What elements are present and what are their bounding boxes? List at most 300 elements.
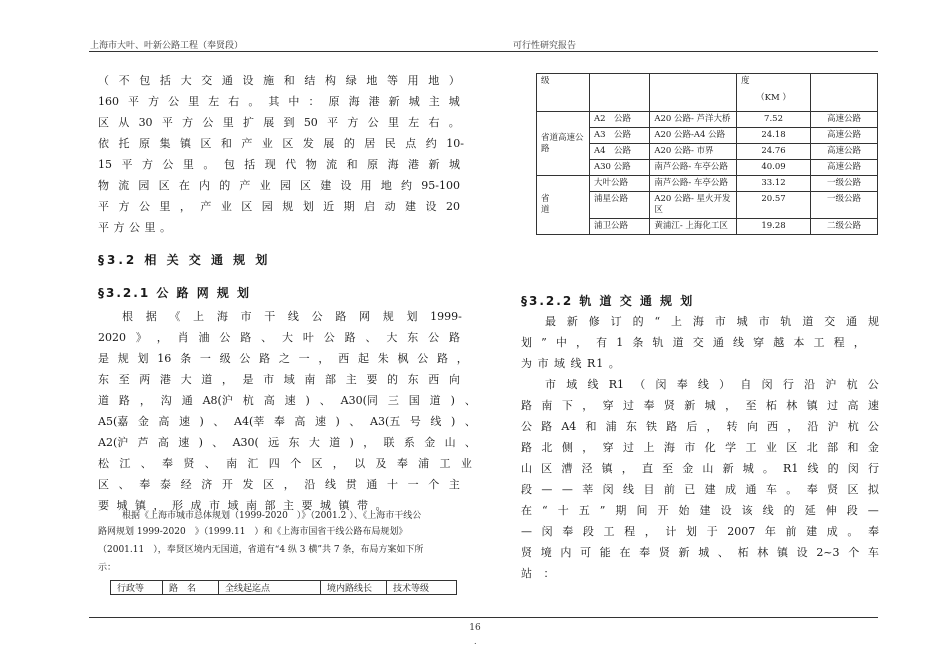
text-token: 地 <box>428 74 440 87</box>
text-token: 约 <box>401 179 413 192</box>
text-token: 划 <box>406 310 418 323</box>
text-token: 贤 <box>658 546 670 559</box>
text-token: ， <box>853 336 865 349</box>
text-token: 居 <box>364 137 376 150</box>
text-token: 修 <box>588 315 600 328</box>
text-token: 速 <box>178 436 190 449</box>
road-table-header <box>110 580 457 595</box>
text-token: 公 <box>323 331 335 344</box>
group-label-line2: 道 <box>541 205 550 215</box>
text-token: 闵 <box>847 462 859 475</box>
text-token: 伸 <box>825 504 837 517</box>
text-token: 公 <box>239 352 251 365</box>
text-token: ， <box>621 462 633 475</box>
text-token: 公 <box>417 352 429 365</box>
text-token: 奉 <box>273 415 285 428</box>
body-line: 站 ： <box>521 567 559 580</box>
text-token: 路 <box>541 420 553 433</box>
text-token: 区 <box>300 179 312 192</box>
table-cell <box>811 74 878 112</box>
table-cell: 浦卫公路 <box>590 219 650 235</box>
text-token: 高 <box>294 415 306 428</box>
text-token: 闵 <box>541 525 553 538</box>
text-token: 方 <box>182 116 194 129</box>
text-token: 规 <box>282 200 294 213</box>
text-token: 至 <box>118 373 130 386</box>
text-token: 市 <box>684 441 696 454</box>
text-token: 穿 <box>602 399 614 412</box>
table-cell: A20 公路-A4 公路 <box>650 128 737 144</box>
text-token: 道 <box>802 315 814 328</box>
section-heading-3-2: §3.2 相 关 交 通 规 划 <box>98 253 271 267</box>
text-token: 新 <box>678 546 690 559</box>
text-token: 括 <box>244 158 256 171</box>
text-token: 速 <box>178 415 190 428</box>
table-cell: 33.12 <box>736 176 810 192</box>
text-token: ) <box>349 436 354 449</box>
text-token: 镇 <box>179 137 191 150</box>
table-cell: 黄浦江- 上海化工区 <box>650 219 737 235</box>
text-token: 地 <box>380 179 392 192</box>
text-token: 高 <box>158 415 170 428</box>
text-token: 莘 <box>582 483 594 496</box>
text-token: 15 <box>98 158 112 171</box>
text-token: 》 <box>135 331 147 344</box>
text-token: 柘 <box>765 399 777 412</box>
intro-line: 平 方 公 里 。 <box>98 221 172 234</box>
text-token: 、 <box>349 415 361 428</box>
text-token: “ <box>654 315 661 328</box>
text-token: ) <box>335 415 340 428</box>
text-token: 奉 <box>162 457 174 470</box>
text-token: 道 <box>429 394 441 407</box>
text-token: 开 <box>221 478 233 491</box>
table-cell: A20 公路- 芦洋大桥 <box>650 112 737 128</box>
table-cell: 南芦公路- 车亭公路 <box>650 176 737 192</box>
text-token: 业 <box>261 137 273 150</box>
text-token: 奉 <box>139 478 151 491</box>
section-heading-3-2-1: §3.2.1 公 路 网 规 划 <box>98 286 252 300</box>
text-token: 方 <box>141 158 153 171</box>
text-token: 路 <box>259 352 271 365</box>
table-cell: 19.28 <box>736 219 810 235</box>
table-cell: 一级公路 <box>811 192 878 219</box>
text-token: 延 <box>804 504 816 517</box>
text-token: 城 <box>736 315 748 328</box>
text-token: 平 <box>128 95 140 108</box>
text-token: 以 <box>354 457 366 470</box>
table-cell <box>736 74 810 112</box>
text-token: 道 <box>98 394 109 407</box>
text-token: 路 <box>666 420 678 433</box>
text-token: 1 <box>616 336 624 349</box>
footer-mark: . <box>474 637 477 646</box>
text-token: 道 <box>672 336 684 349</box>
text-token: 现 <box>264 158 276 171</box>
text-token: 业 <box>765 441 777 454</box>
text-token: R1 <box>608 378 624 391</box>
text-token: 网 <box>359 310 371 323</box>
text-token: 右 <box>428 116 440 129</box>
length-header-line2: （KM ） <box>756 93 791 103</box>
table-header-cell: 路 名 <box>163 581 219 595</box>
text-token: 程 <box>833 336 845 349</box>
text-token: 、 <box>717 546 729 559</box>
text-token: 贤 <box>183 457 195 470</box>
text-token: 之 <box>278 352 290 365</box>
text-token: 计 <box>665 525 677 538</box>
text-token: 线 <box>733 336 744 349</box>
text-token: 区 <box>200 137 212 150</box>
text-token: 期 <box>343 200 355 213</box>
text-token: 园 <box>138 179 150 192</box>
text-token: 速 <box>867 399 879 412</box>
text-token: ， <box>179 200 191 213</box>
text-token: 大 <box>180 74 192 87</box>
text-token: 的 <box>386 373 398 386</box>
table-cell: A2 公路 <box>590 112 650 128</box>
body-line: 要 城 镇 ， 形 成 市 域 南 部 主 要 城 镇 带 。 <box>98 499 389 512</box>
text-token: 2~3 <box>816 546 840 559</box>
body-line <box>521 524 879 539</box>
text-token: 汇 <box>247 457 259 470</box>
text-token: 、 <box>464 394 476 407</box>
text-token: 线 <box>587 378 599 391</box>
text-token: 海 <box>692 315 704 328</box>
text-token: 前 <box>663 483 675 496</box>
text-token: — <box>867 504 879 517</box>
text-token: 、 <box>261 331 273 344</box>
text-token: 年 <box>764 525 776 538</box>
text-token: 轨 <box>652 336 664 349</box>
text-token: 物 <box>305 158 317 171</box>
text-token: 拟 <box>867 483 879 496</box>
text-token: 2007 <box>727 525 756 538</box>
text-token: ， <box>156 331 168 344</box>
text-token: 构 <box>325 74 337 87</box>
text-token: 区 <box>98 478 109 491</box>
text-token: — <box>521 525 532 538</box>
text-token: 园 <box>261 200 273 213</box>
text-token: 物 <box>98 179 109 192</box>
text-token: 境 <box>540 546 552 559</box>
text-token: 个 <box>848 546 860 559</box>
text-token: 城 <box>448 95 460 108</box>
text-token: 50 <box>303 116 318 129</box>
text-token: 工 <box>603 525 615 538</box>
text-token: A2(沪 <box>98 436 129 449</box>
text-token: 车 <box>765 483 777 496</box>
text-token: 经 <box>180 478 192 491</box>
table-cell: 高速公路 <box>811 144 878 160</box>
body-line <box>545 314 879 329</box>
text-token: 区 <box>541 462 553 475</box>
text-token: 公 <box>202 116 214 129</box>
table-cell: 浦星公路 <box>590 192 650 219</box>
text-token: 公 <box>162 158 174 171</box>
text-token: 叶 <box>302 331 314 344</box>
table-cell: 大叶公路 <box>590 176 650 192</box>
text-token: 十 <box>557 504 569 517</box>
text-token: 三 <box>387 394 399 407</box>
text-token: 依 <box>98 137 109 150</box>
text-token: 公 <box>867 420 879 433</box>
text-token: 林 <box>786 399 798 412</box>
text-token: 化 <box>704 441 716 454</box>
text-token: 和 <box>847 441 859 454</box>
table-header-cell: 境内路线长 <box>321 581 387 595</box>
text-token: 海 <box>216 310 228 323</box>
text-token: 代 <box>285 158 297 171</box>
text-token: 开 <box>657 504 669 517</box>
small-note-line: （2001.11 ），奉贤区境内无国道，省道有“4 纵 3 横”共 7 条，布局方案如下所 <box>98 545 424 555</box>
table-cell: 南芦公路- 车亭公路 <box>650 160 737 176</box>
text-token: 杭 <box>846 378 858 391</box>
text-token: 前 <box>785 525 797 538</box>
text-token: 高 <box>847 399 859 412</box>
text-token: 济 <box>201 478 213 491</box>
text-token: 贯 <box>345 478 357 491</box>
text-token: 区 <box>158 179 170 192</box>
text-token: 交 <box>201 74 213 87</box>
table-cell <box>650 74 737 112</box>
text-token: A3(五 <box>370 415 401 428</box>
text-token: 轨 <box>780 315 792 328</box>
text-token: 95-100 <box>421 179 460 192</box>
text-token: ） <box>448 74 460 87</box>
text-token: 目 <box>643 483 655 496</box>
text-token: 在 <box>619 546 631 559</box>
text-token: ” <box>599 504 606 517</box>
text-token: 东 <box>407 331 419 344</box>
text-token: 近 <box>323 200 335 213</box>
text-token: 条 <box>180 352 192 365</box>
text-token: 通 <box>712 336 724 349</box>
text-token: 集 <box>159 137 171 150</box>
text-token: 其 <box>268 95 280 108</box>
text-token: 10- <box>446 137 464 150</box>
text-token: 通 <box>366 478 378 491</box>
text-token: 至 <box>662 462 674 475</box>
text-token: 规 <box>867 315 879 328</box>
text-token: 设 <box>242 74 254 87</box>
text-token: 山 <box>444 436 456 449</box>
text-token: 平 <box>327 116 339 129</box>
text-token: 里 <box>387 116 399 129</box>
text-token: 左 <box>208 95 220 108</box>
text-token: 扩 <box>242 116 254 129</box>
text-token: 。 <box>786 483 798 496</box>
text-token: A8(沪 <box>202 394 233 407</box>
text-token: 主 <box>448 478 460 491</box>
text-token: 。 <box>248 95 260 108</box>
text-token: 上 <box>193 310 205 323</box>
text-token: 浦 <box>605 420 617 433</box>
text-token: 杭 <box>242 394 254 407</box>
body-line: 为 市 域 线 R1 。 <box>521 357 621 370</box>
table-cell: A3 公路 <box>590 128 650 144</box>
text-token: 西 <box>338 352 350 365</box>
text-token: 转 <box>726 420 738 433</box>
body-line <box>521 335 865 350</box>
text-token: R1 <box>783 462 799 475</box>
text-token: 行 <box>782 378 794 391</box>
text-token: 设 <box>340 179 352 192</box>
text-token: 通 <box>745 483 757 496</box>
text-token: 林 <box>757 546 769 559</box>
text-token: 贤 <box>827 483 839 496</box>
table-cell <box>590 74 650 112</box>
text-token: 域 <box>566 378 578 391</box>
text-token: 泰 <box>159 478 171 491</box>
text-token: 向 <box>746 420 758 433</box>
text-token: 金 <box>424 436 436 449</box>
text-token: 闵 <box>761 378 773 391</box>
text-token: 奉 <box>396 457 408 470</box>
body-line <box>521 461 879 476</box>
text-token: 区 <box>98 116 109 129</box>
text-token: 公 <box>428 331 440 344</box>
text-token: 枫 <box>397 352 409 365</box>
text-token: 流 <box>118 179 130 192</box>
text-token: 一 <box>407 478 419 491</box>
text-token: 和 <box>585 420 597 433</box>
text-token: 线 <box>623 483 635 496</box>
text-token: 至 <box>745 399 757 412</box>
text-token: 约 <box>425 137 437 150</box>
text-token: 北 <box>541 441 553 454</box>
text-token: 贤 <box>521 546 532 559</box>
text-token: 根 <box>122 310 133 323</box>
text-token: 交 <box>692 336 704 349</box>
text-token: 道 <box>329 436 341 449</box>
text-token: 原 <box>328 95 340 108</box>
text-token: 产 <box>200 200 212 213</box>
text-token: 业 <box>259 179 271 192</box>
text-token: 沿 <box>304 478 316 491</box>
text-token: 高 <box>263 394 275 407</box>
intro-line <box>98 136 464 151</box>
text-token: 两 <box>139 373 151 386</box>
text-token: 及 <box>375 457 387 470</box>
text-token: ) <box>199 415 204 428</box>
text-token: 上 <box>643 441 655 454</box>
header-rule <box>89 51 878 52</box>
text-token: 新 <box>684 399 696 412</box>
text-token: 港 <box>408 158 420 171</box>
text-token: 是 <box>98 352 109 365</box>
text-token: 。 <box>762 462 774 475</box>
text-token: 规 <box>382 310 394 323</box>
text-token: 线 <box>697 378 709 391</box>
text-token: 联 <box>383 436 395 449</box>
text-token: 东 <box>407 373 419 386</box>
text-token: 。 <box>203 158 215 171</box>
text-token: 奉 <box>868 525 879 538</box>
text-token: ) <box>305 394 310 407</box>
table-cell: A20 公路- 星火开发区 <box>650 192 737 219</box>
intro-line <box>98 115 460 130</box>
text-token: 五 <box>578 504 590 517</box>
text-token: 学 <box>725 441 737 454</box>
text-token: 用 <box>360 179 372 192</box>
text-token: 穿 <box>602 441 614 454</box>
text-token: ： <box>308 95 320 108</box>
text-token: 成 <box>826 525 838 538</box>
table-cell: A30 公路 <box>590 160 650 176</box>
text-token: 起 <box>357 352 369 365</box>
text-token: 北 <box>806 441 818 454</box>
text-token: 部 <box>827 441 839 454</box>
text-token: 个 <box>290 457 302 470</box>
text-token: 16 <box>157 352 172 365</box>
intro-line <box>98 94 460 109</box>
text-token: 于 <box>706 525 718 538</box>
text-token: 新 <box>566 315 578 328</box>
text-token: 动 <box>384 200 396 213</box>
table-cell: 一级公路 <box>811 176 878 192</box>
text-token: 城 <box>448 158 460 171</box>
group-label-cell <box>537 176 590 235</box>
text-token: 域 <box>283 373 295 386</box>
text-token: 沪 <box>825 378 837 391</box>
text-token: 肖 <box>177 331 189 344</box>
text-token: 市 <box>758 315 770 328</box>
text-token: 包 <box>223 158 235 171</box>
text-token: 浀 <box>198 331 210 344</box>
text-token: ， <box>221 373 233 386</box>
text-token: 。 <box>847 525 859 538</box>
text-token: 一 <box>199 352 211 365</box>
text-token: 公 <box>168 95 180 108</box>
text-token: 浦 <box>418 457 430 470</box>
text-token: 市 <box>714 315 726 328</box>
text-token: 速 <box>314 415 326 428</box>
text-token: 区 <box>282 137 294 150</box>
text-token: 业 <box>460 457 472 470</box>
text-token: 规 <box>117 352 129 365</box>
text-token: 和 <box>283 74 295 87</box>
intro-line <box>98 178 460 193</box>
text-token: 《 <box>169 310 181 323</box>
text-token: 港 <box>159 373 171 386</box>
text-token: 、 <box>140 457 152 470</box>
text-token: 不 <box>118 74 130 87</box>
table-cell: 24.76 <box>736 144 810 160</box>
text-token: 订 <box>610 315 622 328</box>
text-token: 新 <box>722 462 734 475</box>
text-token: 方 <box>118 200 130 213</box>
text-token: 路 <box>118 394 130 407</box>
text-token: 设 <box>425 200 437 213</box>
text-token: 内 <box>199 179 211 192</box>
text-token: 工 <box>439 457 451 470</box>
text-token: 路 <box>344 331 356 344</box>
text-token: 里 <box>159 200 171 213</box>
text-token: 越 <box>773 336 785 349</box>
text-token: 和 <box>346 158 358 171</box>
text-token: 右 <box>228 95 240 108</box>
text-token: 平 <box>98 200 109 213</box>
text-token: 区 <box>311 457 323 470</box>
text-token: 沿 <box>804 378 816 391</box>
text-token: 建 <box>806 525 818 538</box>
text-token: 远 <box>268 436 280 449</box>
text-token: 干 <box>264 310 276 323</box>
text-token: 有 <box>596 336 608 349</box>
text-token: 奉 <box>643 399 655 412</box>
text-token: 向 <box>448 373 460 386</box>
